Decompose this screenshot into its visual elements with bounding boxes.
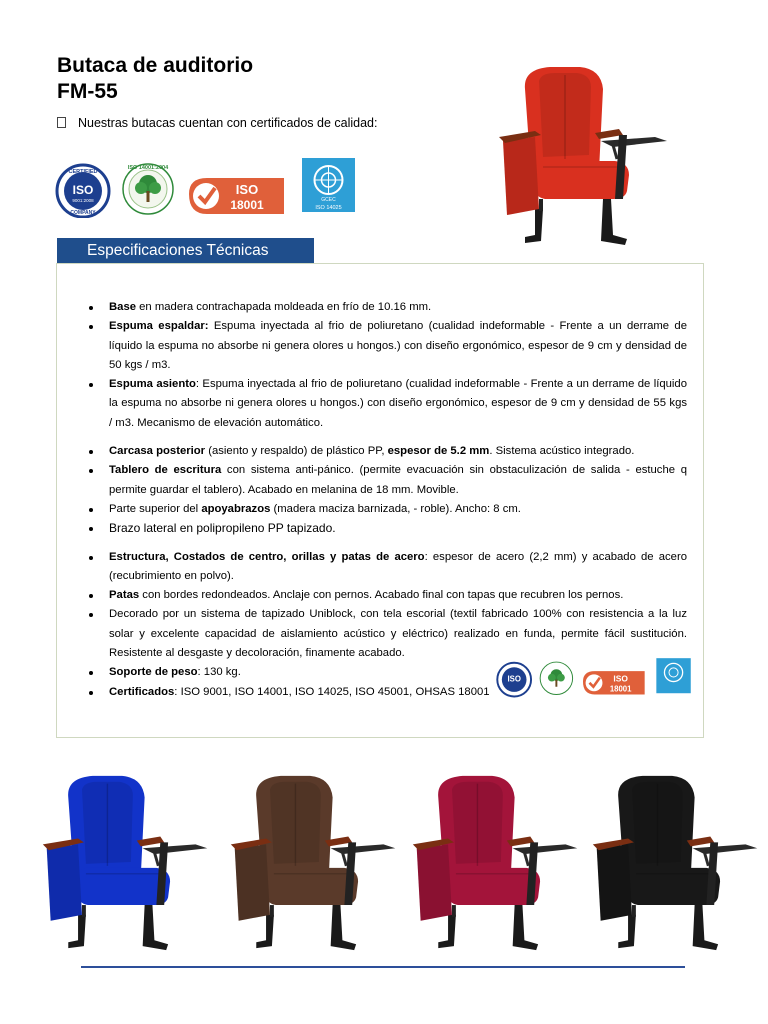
iso-14001-tree-seal-icon xyxy=(123,164,173,214)
brown-chair-image xyxy=(226,768,404,954)
spec-item: Carcasa posterior (asiento y respaldo) de plástico PP, espesor de 5.2 mm. Sistema acústico integrado. xyxy=(87,442,687,461)
certification-logos-small xyxy=(496,652,694,702)
certification-logos-graphic xyxy=(55,156,360,218)
red-chair-graphic xyxy=(495,58,675,250)
iso-18001-badge-icon xyxy=(583,671,645,694)
footer-rule xyxy=(81,966,685,968)
iso-18001-badge-number: 18001 xyxy=(230,198,264,212)
iso-9001-seal-icon xyxy=(57,165,109,217)
iso-14001-tree-seal-icon xyxy=(540,662,572,694)
burgundy-chair-image xyxy=(408,768,586,954)
iso-14025-square-abbr: GCEC xyxy=(321,197,336,203)
iso-18001-badge-icon xyxy=(189,178,284,214)
iso-9001-seal-top: CERTIFIED xyxy=(68,169,98,175)
iso-9001-seal-sub: 9001:2008 xyxy=(72,198,94,203)
title-line-2: FM-55 xyxy=(57,80,118,103)
iso-14001-seal-text: ISO 14001:2004 xyxy=(127,165,169,171)
spec-item: Espuma asiento: Espuma inyectada al frio de poliuretano (cualidad indeformable - Frente a un derrame de líquido la espuma no absorbe ni genera olores u hongos.) con diseño ergonómico, espesor de 9 cm y densidad de 55 kgs / m3. Mecanismo de elevación automático. xyxy=(87,375,687,433)
brown-chair-graphic xyxy=(226,768,404,954)
iso-18001-badge-small-number: 18001 xyxy=(609,684,632,694)
iso-18001-badge-small-label: ISO xyxy=(613,673,628,684)
certification-logos-small-graphic xyxy=(496,652,694,702)
certificates-intro-text: Nuestras butacas cuentan con certificados de calidad: xyxy=(78,116,378,130)
black-chair-graphic xyxy=(588,768,766,954)
certification-logos xyxy=(55,156,360,218)
spec-list xyxy=(87,298,687,702)
spec-item: Estructura, Costados de centro, orillas y patas de acero: espesor de acero (2,2 mm) y acabado de acero (recubrimiento en polvo). xyxy=(87,548,687,587)
hero-chair-image xyxy=(495,58,675,250)
title-line-1: Butaca de auditorio xyxy=(57,54,254,77)
iso-14025-square-text: ISO 14025 xyxy=(315,205,342,211)
spec-item: Decorado por un sistema de tapizado Uniblock, con tela escorial (textil fabricado 100% con resistencia a la luz solar y excelente capacidad de aislamiento acústico y eléctrico) realizado en funda, permite fácil sustitución. Resistente al desgaste y decoloración, finamente acabado. xyxy=(87,605,687,663)
iso-14025-square-icon xyxy=(302,158,355,212)
page-title xyxy=(57,53,253,105)
spec-item: Brazo lateral en polipropileno PP tapizado. xyxy=(87,519,687,538)
black-chair-image xyxy=(588,768,766,954)
burgundy-chair-graphic xyxy=(408,768,586,954)
iso-18001-badge-label: ISO xyxy=(235,182,259,197)
spec-item: Soporte de peso: 130 kg. xyxy=(87,663,687,682)
blue-chair-image xyxy=(38,768,216,954)
spec-item: Parte superior del apoyabrazos (madera maciza barnizada, - roble). Ancho: 8 cm. xyxy=(87,500,687,519)
iso-14025-square-icon xyxy=(656,658,690,693)
checkbox-glyph-icon xyxy=(57,117,66,128)
spec-item: Certificados: ISO 9001, ISO 14001, ISO 14025, ISO 45001, OHSAS 18001 xyxy=(87,683,687,702)
blue-chair-graphic xyxy=(38,768,216,954)
certificates-intro xyxy=(57,115,377,131)
spec-section-header: Especificaciones Técnicas xyxy=(57,238,314,264)
spec-item: Espuma espaldar: Espuma inyectada al frio de poliuretano (cualidad indeformable - Frente a un derrame de líquido la espuma no absorbe ni genera olores u hongos.) con diseño ergonómico, espesor de 9 cm y densidad de 50 kgs / m3. xyxy=(87,317,687,375)
spec-item: Tablero de escritura con sistema anti-pánico. (permite evacuación sin obstaculización de salida - estuche q permite guardar el tablero). Acabado en melanina de 18 mm. Movible. xyxy=(87,461,687,500)
iso-9001-seal-bottom: COMPANY xyxy=(70,210,96,216)
iso-9001-seal-small-mid: ISO xyxy=(507,674,521,684)
spec-item: Patas con bordes redondeados. Anclaje con pernos. Acabado final con tapas que recubren los pernos. xyxy=(87,586,687,605)
spec-item: Base en madera contrachapada moldeada en frío de 10.16 mm. xyxy=(87,298,687,317)
iso-9001-seal-icon xyxy=(497,663,531,697)
iso-9001-seal-mid: ISO xyxy=(72,183,94,197)
